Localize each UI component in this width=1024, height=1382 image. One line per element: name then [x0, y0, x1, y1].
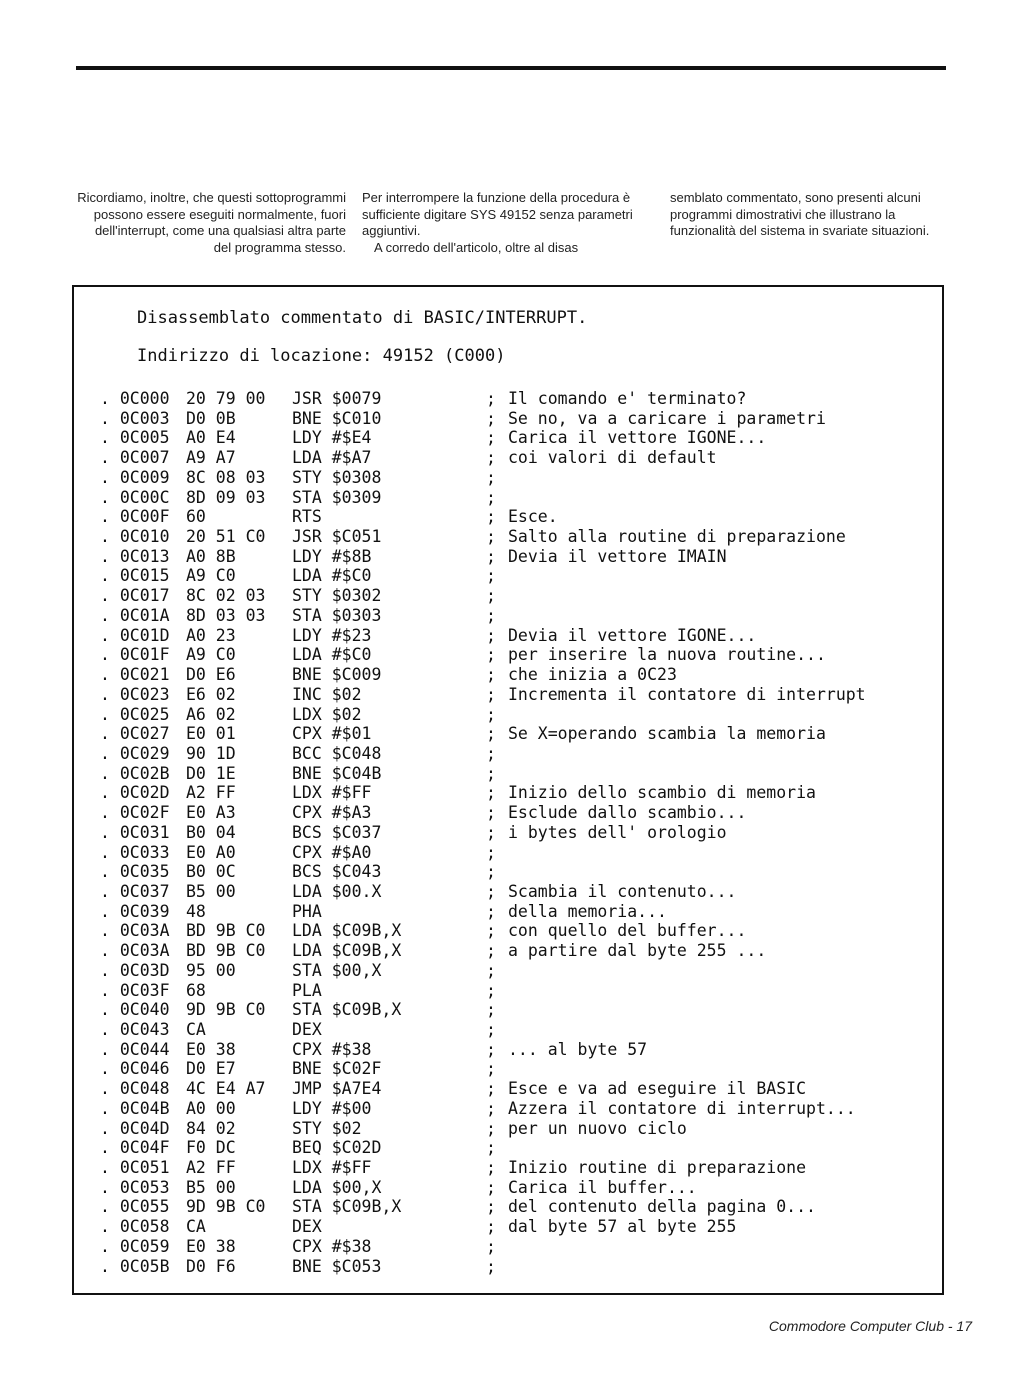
- instruction: DEX: [292, 1020, 322, 1039]
- comment: della memoria...: [508, 901, 667, 921]
- page-footer: Commodore Computer Club - 17: [768, 1318, 972, 1334]
- comment-separator: ;: [486, 527, 496, 547]
- comment-separator: ;: [486, 448, 496, 468]
- address: . 0C046: [100, 1059, 170, 1079]
- instruction: STA $C09B,X: [292, 1000, 402, 1020]
- opcode-bytes: B5 00: [186, 1177, 236, 1197]
- comment-separator: ;: [486, 921, 496, 941]
- instruction: LDY #$23: [292, 625, 372, 645]
- address: . 0C053: [100, 1177, 170, 1197]
- opcode-bytes: 8D 03 03: [186, 605, 266, 625]
- instruction: BNE $C010: [292, 408, 382, 428]
- comment-separator: ;: [486, 1000, 496, 1020]
- instruction: BCC $C048: [292, 743, 382, 763]
- instruction: LDA $00,X: [292, 1177, 382, 1197]
- instruction: PHA: [292, 901, 322, 921]
- address: . 0C023: [100, 684, 170, 704]
- instruction: BNE $C009: [292, 665, 382, 685]
- comment-separator: ;: [486, 763, 496, 783]
- address: . 0C02B: [100, 763, 170, 783]
- opcode-bytes: A6 02: [186, 704, 236, 724]
- comment-separator: ;: [486, 1079, 496, 1099]
- opcode-bytes: 4C E4 A7: [186, 1079, 266, 1099]
- instruction: JSR $C051: [292, 527, 382, 547]
- opcode-bytes: B0 04: [186, 822, 236, 842]
- instruction: LDX #$FF: [292, 1158, 372, 1178]
- instruction: INC $02: [292, 684, 362, 704]
- address: . 0C02F: [100, 803, 170, 823]
- comment: Incrementa il contatore di interrupt: [508, 684, 866, 704]
- opcode-bytes: D0 E7: [186, 1059, 236, 1079]
- opcode-bytes: 9D 9B C0: [186, 1000, 266, 1020]
- instruction: LDA #$C0: [292, 566, 372, 586]
- comment-separator: ;: [486, 546, 496, 566]
- paragraph-continued: semblato commentato, sono presenti alcuni programmi dimostrativi che illustrano la funzionalità del sistema in svariate situazioni.: [670, 190, 930, 238]
- opcode-bytes: A2 FF: [186, 783, 236, 803]
- instruction: BNE $C053: [292, 1256, 382, 1276]
- instruction: CPX #$38: [292, 1039, 372, 1059]
- address: . 0C058: [100, 1217, 170, 1237]
- comment: Se X=operando scambia la memoria: [508, 724, 826, 744]
- address: . 0C010: [100, 527, 170, 547]
- comment-separator: ;: [486, 428, 496, 448]
- comment: Carica il vettore IGONE...: [508, 428, 767, 448]
- opcode-bytes: A0 23: [186, 625, 236, 645]
- address: . 0C035: [100, 862, 170, 882]
- address: . 0C029: [100, 743, 170, 763]
- comment-separator: ;: [486, 1020, 496, 1039]
- instruction: LDX #$FF: [292, 783, 372, 803]
- instruction: BCS $C037: [292, 822, 382, 842]
- instruction: LDA $00.X: [292, 881, 382, 901]
- opcode-bytes: CA: [186, 1020, 206, 1039]
- address: . 0C05B: [100, 1256, 170, 1276]
- instruction: STY $02: [292, 1118, 362, 1138]
- opcode-bytes: E0 01: [186, 724, 236, 744]
- comment-separator: ;: [486, 1256, 496, 1276]
- opcode-bytes: E0 38: [186, 1039, 236, 1059]
- opcode-bytes: 8D 09 03: [186, 487, 266, 507]
- opcode-bytes: A0 8B: [186, 546, 236, 566]
- comment: Scambia il contenuto...: [508, 881, 737, 901]
- address: . 0C007: [100, 448, 170, 468]
- opcode-bytes: BD 9B C0: [186, 921, 266, 941]
- opcode-bytes: 9D 9B C0: [186, 1197, 266, 1217]
- instruction: CPX #$38: [292, 1236, 372, 1256]
- comment-separator: ;: [486, 645, 496, 665]
- comment: per un nuovo ciclo: [508, 1118, 687, 1138]
- instruction: RTS: [292, 507, 322, 527]
- instruction: JMP $A7E4: [292, 1079, 382, 1099]
- comment-separator: ;: [486, 980, 496, 1000]
- comment-separator: ;: [486, 822, 496, 842]
- comment-separator: ;: [486, 1118, 496, 1138]
- opcode-bytes: D0 1E: [186, 763, 236, 783]
- instruction: STA $C09B,X: [292, 1197, 402, 1217]
- opcode-bytes: 8C 08 03: [186, 467, 266, 487]
- opcode-bytes: 90 1D: [186, 743, 236, 763]
- opcode-bytes: E0 A3: [186, 803, 236, 823]
- comment: Esclude dallo scambio...: [508, 803, 747, 823]
- opcode-bytes: A0 E4: [186, 428, 236, 448]
- address: . 0C01D: [100, 625, 170, 645]
- comment-separator: ;: [486, 803, 496, 823]
- text-column-3: [670, 190, 946, 240]
- address: . 0C000: [100, 389, 170, 408]
- comment-separator: ;: [486, 408, 496, 428]
- address: . 0C04D: [100, 1118, 170, 1138]
- instruction: LDA $C09B,X: [292, 941, 402, 961]
- address: . 0C01A: [100, 605, 170, 625]
- opcode-bytes: 8C 02 03: [186, 586, 266, 606]
- instruction: BNE $C04B: [292, 763, 382, 783]
- text-column-2: [362, 190, 647, 256]
- address: . 0C051: [100, 1158, 170, 1178]
- comment-separator: ;: [486, 625, 496, 645]
- comment: a partire dal byte 255 ...: [508, 941, 767, 961]
- address: . 0C031: [100, 822, 170, 842]
- paragraph: Ricordiamo, inoltre, che questi sottoprogrammi possono essere eseguiti normalmente, fuori dell'interrupt, come una qualsiasi altra parte del programma stesso.: [77, 190, 346, 255]
- address: . 0C03A: [100, 921, 170, 941]
- comment: Carica il buffer...: [508, 1177, 697, 1197]
- address: . 0C021: [100, 665, 170, 685]
- opcode-bytes: A9 C0: [186, 566, 236, 586]
- instruction: BCS $C043: [292, 862, 382, 882]
- comment-separator: ;: [486, 1197, 496, 1217]
- address: . 0C04B: [100, 1098, 170, 1118]
- comment-separator: ;: [486, 1158, 496, 1178]
- comment-separator: ;: [486, 704, 496, 724]
- comment-separator: ;: [486, 586, 496, 606]
- opcode-bytes: E6 02: [186, 684, 236, 704]
- instruction: LDY #$8B: [292, 546, 372, 566]
- comment: Se no, va a caricare i parametri: [508, 408, 826, 428]
- opcode-bytes: BD 9B C0: [186, 941, 266, 961]
- address: . 0C044: [100, 1039, 170, 1059]
- instruction: CPX #$A0: [292, 842, 372, 862]
- opcode-bytes: 84 02: [186, 1118, 236, 1138]
- opcode-bytes: 20 51 C0: [186, 527, 266, 547]
- opcode-bytes: D0 0B: [186, 408, 236, 428]
- address: . 0C00F: [100, 507, 170, 527]
- opcode-bytes: A9 C0: [186, 645, 236, 665]
- comment-separator: ;: [486, 960, 496, 980]
- address: . 0C02D: [100, 783, 170, 803]
- listing-title: Disassemblato commentato di BASIC/INTERRUPT.: [137, 308, 588, 328]
- comment-separator: ;: [486, 1098, 496, 1118]
- top-rule: [76, 66, 946, 70]
- instruction: BEQ $C02D: [292, 1138, 382, 1158]
- address: . 0C055: [100, 1197, 170, 1217]
- address: . 0C033: [100, 842, 170, 862]
- comment-separator: ;: [486, 467, 496, 487]
- comment-separator: ;: [486, 1236, 496, 1256]
- address: . 0C040: [100, 1000, 170, 1020]
- instruction: LDY #$E4: [292, 428, 372, 448]
- comment: del contenuto della pagina 0...: [508, 1197, 816, 1217]
- address: . 0C037: [100, 881, 170, 901]
- comment-separator: ;: [486, 1138, 496, 1158]
- comment-separator: ;: [486, 724, 496, 744]
- comment: ... al byte 57: [508, 1039, 648, 1059]
- address: . 0C03A: [100, 941, 170, 961]
- address: . 0C043: [100, 1020, 170, 1039]
- comment: Salto alla routine di preparazione: [508, 527, 846, 547]
- comment: Devia il vettore IMAIN: [508, 546, 727, 566]
- comment-separator: ;: [486, 901, 496, 921]
- opcode-bytes: E0 38: [186, 1236, 236, 1256]
- address: . 0C017: [100, 586, 170, 606]
- comment-separator: ;: [486, 1217, 496, 1237]
- text-column-1: [76, 190, 346, 256]
- opcode-bytes: B5 00: [186, 881, 236, 901]
- instruction: LDA #$C0: [292, 645, 372, 665]
- address: . 0C04F: [100, 1138, 170, 1158]
- opcode-bytes: 68: [186, 980, 206, 1000]
- comment: Il comando e' terminato?: [508, 389, 747, 408]
- instruction: LDY #$00: [292, 1098, 372, 1118]
- address: . 0C048: [100, 1079, 170, 1099]
- comment: con quello del buffer...: [508, 921, 747, 941]
- comment: Inizio routine di preparazione: [508, 1158, 807, 1178]
- instruction: LDA #$A7: [292, 448, 372, 468]
- comment-separator: ;: [486, 566, 496, 586]
- listing-subtitle: Indirizzo di locazione: 49152 (C000): [137, 346, 506, 366]
- comment: per inserire la nuova routine...: [508, 645, 826, 665]
- comment: Esce.: [508, 507, 558, 527]
- comment-separator: ;: [486, 862, 496, 882]
- comment-separator: ;: [486, 684, 496, 704]
- comment-separator: ;: [486, 783, 496, 803]
- address: . 0C025: [100, 704, 170, 724]
- opcode-bytes: B0 0C: [186, 862, 236, 882]
- comment: dal byte 57 al byte 255: [508, 1217, 737, 1237]
- address: . 0C00C: [100, 487, 170, 507]
- opcode-bytes: F0 DC: [186, 1138, 236, 1158]
- opcode-bytes: CA: [186, 1217, 206, 1237]
- paragraph: Per interrompere la funzione della procedura è sufficiente digitare SYS 49152 senza parametri aggiuntivi.: [362, 190, 633, 238]
- address: . 0C01F: [100, 645, 170, 665]
- address: . 0C015: [100, 566, 170, 586]
- comment: Devia il vettore IGONE...: [508, 625, 757, 645]
- opcode-bytes: E0 A0: [186, 842, 236, 862]
- opcode-bytes: A0 00: [186, 1098, 236, 1118]
- opcode-bytes: 95 00: [186, 960, 236, 980]
- instruction: STY $0302: [292, 586, 382, 606]
- address: . 0C027: [100, 724, 170, 744]
- opcode-bytes: 20 79 00: [186, 389, 266, 408]
- comment: Inizio dello scambio di memoria: [508, 783, 816, 803]
- comment: Esce e va ad eseguire il BASIC: [508, 1079, 807, 1099]
- instruction: STY $0308: [292, 467, 382, 487]
- address: . 0C03D: [100, 960, 170, 980]
- instruction: STA $00,X: [292, 960, 382, 980]
- address: . 0C039: [100, 901, 170, 921]
- instruction: CPX #$A3: [292, 803, 372, 823]
- comment-separator: ;: [486, 941, 496, 961]
- instruction: STA $0309: [292, 487, 382, 507]
- comment-separator: ;: [486, 743, 496, 763]
- comment: Azzera il contatore di interrupt...: [508, 1098, 856, 1118]
- instruction: JSR $0079: [292, 389, 382, 408]
- address: . 0C013: [100, 546, 170, 566]
- comment: i bytes dell' orologio: [508, 822, 727, 842]
- opcode-bytes: A9 A7: [186, 448, 236, 468]
- instruction: DEX: [292, 1217, 322, 1237]
- comment-separator: ;: [486, 1177, 496, 1197]
- comment-separator: ;: [486, 605, 496, 625]
- opcode-bytes: 48: [186, 901, 206, 921]
- address: . 0C03F: [100, 980, 170, 1000]
- paragraph: A corredo dell'articolo, oltre al disas: [374, 239, 579, 255]
- opcode-bytes: 60: [186, 507, 206, 527]
- comment-separator: ;: [486, 1059, 496, 1079]
- comment-separator: ;: [486, 1039, 496, 1059]
- address: . 0C009: [100, 467, 170, 487]
- opcode-bytes: A2 FF: [186, 1158, 236, 1178]
- opcode-bytes: D0 F6: [186, 1256, 236, 1276]
- comment-separator: ;: [486, 507, 496, 527]
- instruction: STA $0303: [292, 605, 382, 625]
- comment: coi valori di default: [508, 448, 717, 468]
- comment: che inizia a 0C23: [508, 665, 677, 685]
- comment-separator: ;: [486, 665, 496, 685]
- instruction: CPX #$01: [292, 724, 372, 744]
- comment-separator: ;: [486, 487, 496, 507]
- comment-separator: ;: [486, 842, 496, 862]
- instruction: PLA: [292, 980, 322, 1000]
- address: . 0C003: [100, 408, 170, 428]
- instruction: LDA $C09B,X: [292, 921, 402, 941]
- comment-separator: ;: [486, 881, 496, 901]
- opcode-bytes: D0 E6: [186, 665, 236, 685]
- comment-separator: ;: [486, 389, 496, 408]
- instruction: LDX $02: [292, 704, 362, 724]
- address: . 0C059: [100, 1236, 170, 1256]
- instruction: BNE $C02F: [292, 1059, 382, 1079]
- address: . 0C005: [100, 428, 170, 448]
